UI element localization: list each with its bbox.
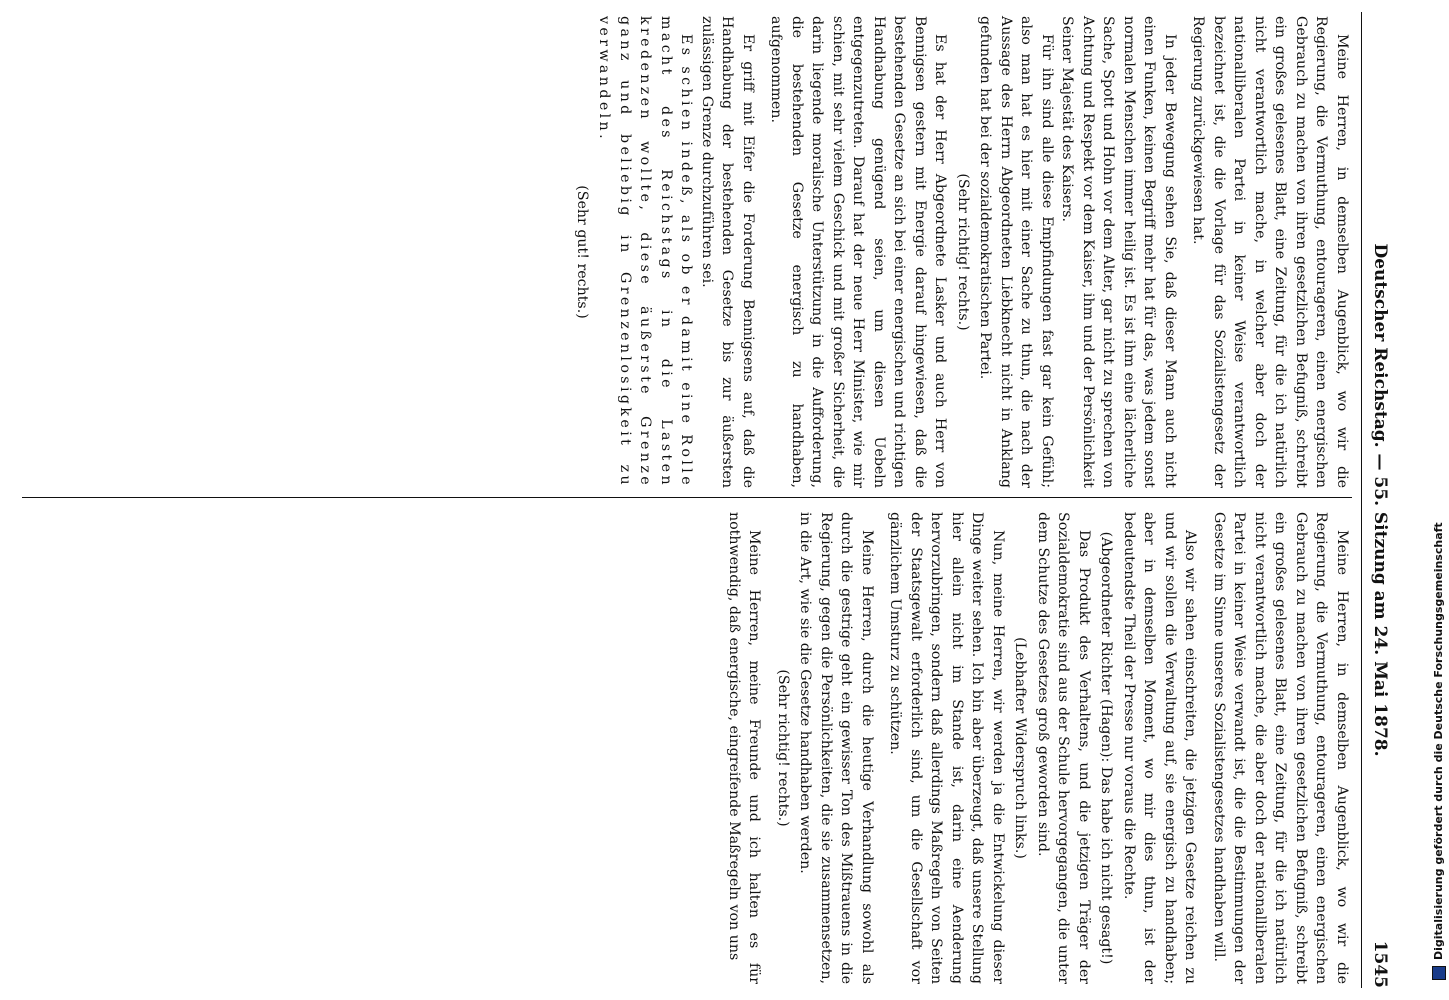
paragraph: In jeder Bewegung sehen Sie, daß dieser Mann auch nicht einen Funken, keinen Begriff mehr hat für das, was jedem sonst normalen Menschen immer heilig ist. Es ist ihm eine lächerliche Sache, Spott und Hohn vor dem Alter, gar nicht zu sprechen von Achtung und Respekt vor dem Kaiser, ihm und der Persönlichkeit Seiner Majestät des Kaisers. bbox=[1059, 16, 1178, 488]
left-column bbox=[570, 16, 1353, 488]
paragraph: Er griff mit Eifer die Forderung Bennigsens auf, daß die Handhabung der bestehenden Gesetze bis zur äußersten zulässigen Grenze durchzuführen sei. bbox=[699, 16, 756, 488]
page-header bbox=[1361, 12, 1396, 988]
interjection: (Sehr richtig! rechts.) bbox=[775, 669, 791, 827]
paragraph: Nun, meine Herren, wir werden ja die Entwickelung dieser Dinge weiter sehen. Ich bin aber überzeugt, daß unsere Stellung hier allein nicht im Stande ist, darin eine Aenderung hervorzubringen, sondern daß allerdings Maßregeln von Seiten der Staatsgewalt erforderlich sind, um die Gesellschaft vor gänzlichem Umsturz zu schützen. bbox=[887, 512, 1006, 984]
paragraph: Meine Herren, meine Freunde und ich halten es für nothwendig, daß energische, eingreifende Maßregeln von uns bbox=[726, 512, 763, 984]
paragraph: Meine Herren, durch die heutige Verhandlung sowohl als durch die gestrige geht ein gewisser Ton des Mißtrauens in die Regierung, gegen die Persönlichkeiten, die sie zusammensetzen, in die Art, wie sie die Gesetze handhaben werden. bbox=[797, 512, 875, 984]
paragraph: Für ihn sind alle diese Empfindungen fast gar kein Gefühl; also man hat es hier mit einer Sache zu thun, die nach der Aussage des Herrn Abgeordneten Liebknecht nicht in Anklang gefunden hat bei der sozialdemokratischen Partei. bbox=[977, 16, 1055, 488]
interjection: (Sehr gut! rechts.) bbox=[574, 185, 590, 319]
interjection: (Lebhafter Widerspruch links.) bbox=[1012, 637, 1029, 859]
paragraph: Das Produkt des Verhaltens, und die jetzigen Träger der Sozialdemokratie sind aus der Schule hervorgegangen, die unter dem Schutze des Gesetzes groß geworden sind. bbox=[1035, 512, 1092, 984]
paragraph: Es hat der Herr Abgeordnete Lasker und auch Herr von Bennigsen gestern mit Energie darauf hingewiesen, daß die bestehenden Gesetze an sich bei einer energischen und richtigen Handhabung genügend seien, um diesen Uebeln entgegenzutreten. Darauf hat der neue Herr Minister, wie mir schien, mit sehr vielem Geschick und mit großer Sicherheit, die darin liegende moralische Unterstützung in die Aufforderung, die bestehenden Gesetze energisch zu handhaben, aufgenommen. bbox=[768, 16, 949, 488]
interjection: (Sehr richtig! rechts.) bbox=[955, 173, 971, 331]
paragraph: Meine Herren, in demselben Augenblick, wo wir die Regierung, die Vermuthung, entourageren, einen energischen Gebrauch zu machen von ihren gesetzlichen Befugniß, schreibt ein großes gelesenes Blatt, eine Zeitung, für die ich natürlich nicht verantwortlich mache, die aber doch der nationalliberalen Partei in keiner Weise verwandt ist, die die Bestimmungen der Gesetze im Sinne unseres Sozialistengesetzes handhaben will. bbox=[1211, 512, 1350, 984]
paragraph: Also wir sahen einschreiten, die jetzigen Gesetze reichen zu und wir sollen die Verwaltung auf, sie energisch zu handhaben; aber in demselben Moment, wo mir dies thun, ist der bedeutendste Theil der Presse nur voraus die Rechte. bbox=[1121, 512, 1199, 984]
footer-text: Digitalisierung gefördert durch die Deutsche Forschungsgemeinschaft bbox=[1432, 522, 1445, 960]
column-rule bbox=[22, 497, 1352, 498]
emphasized-paragraph: Es schien indeß, als ob er damit eine Rolle macht des Reichstags in die Lasten kredenzen wollte, diese äußerste Grenze ganz und beliebig in Grenzenlosigkeit zu verwandeln. bbox=[596, 16, 695, 488]
dfg-logo-icon bbox=[1432, 966, 1446, 980]
paragraph: Meine Herren, in demselben Augenblick, wo wir die Regierung, die Vermuthung, entourageren, einen energischen Gebrauch zu machen von ihren gesetzlichen Befugniß, schreibt ein großes gelesenes Blatt, eine Zeitung, für die ich natürlich nicht verantwortlich mache, in welcher aber doch der nationalliberalen Partei in keiner Weise verantwortlich bezeichnet ist, die die Vorlage für das Sozialistengesetz der Regierung zurückgewiesen hat. bbox=[1190, 16, 1350, 488]
digitization-footer bbox=[1412, 0, 1445, 1000]
interjection: (Abgeordneter Richter (Hagen): Das habe ich nicht gesagt!) bbox=[1098, 531, 1115, 965]
page-number: 1545 bbox=[1370, 940, 1390, 988]
running-title: Deutscher Reichstag. — 55. Sitzung am 24. Mai 1878. bbox=[1370, 243, 1390, 757]
right-column bbox=[724, 512, 1353, 984]
